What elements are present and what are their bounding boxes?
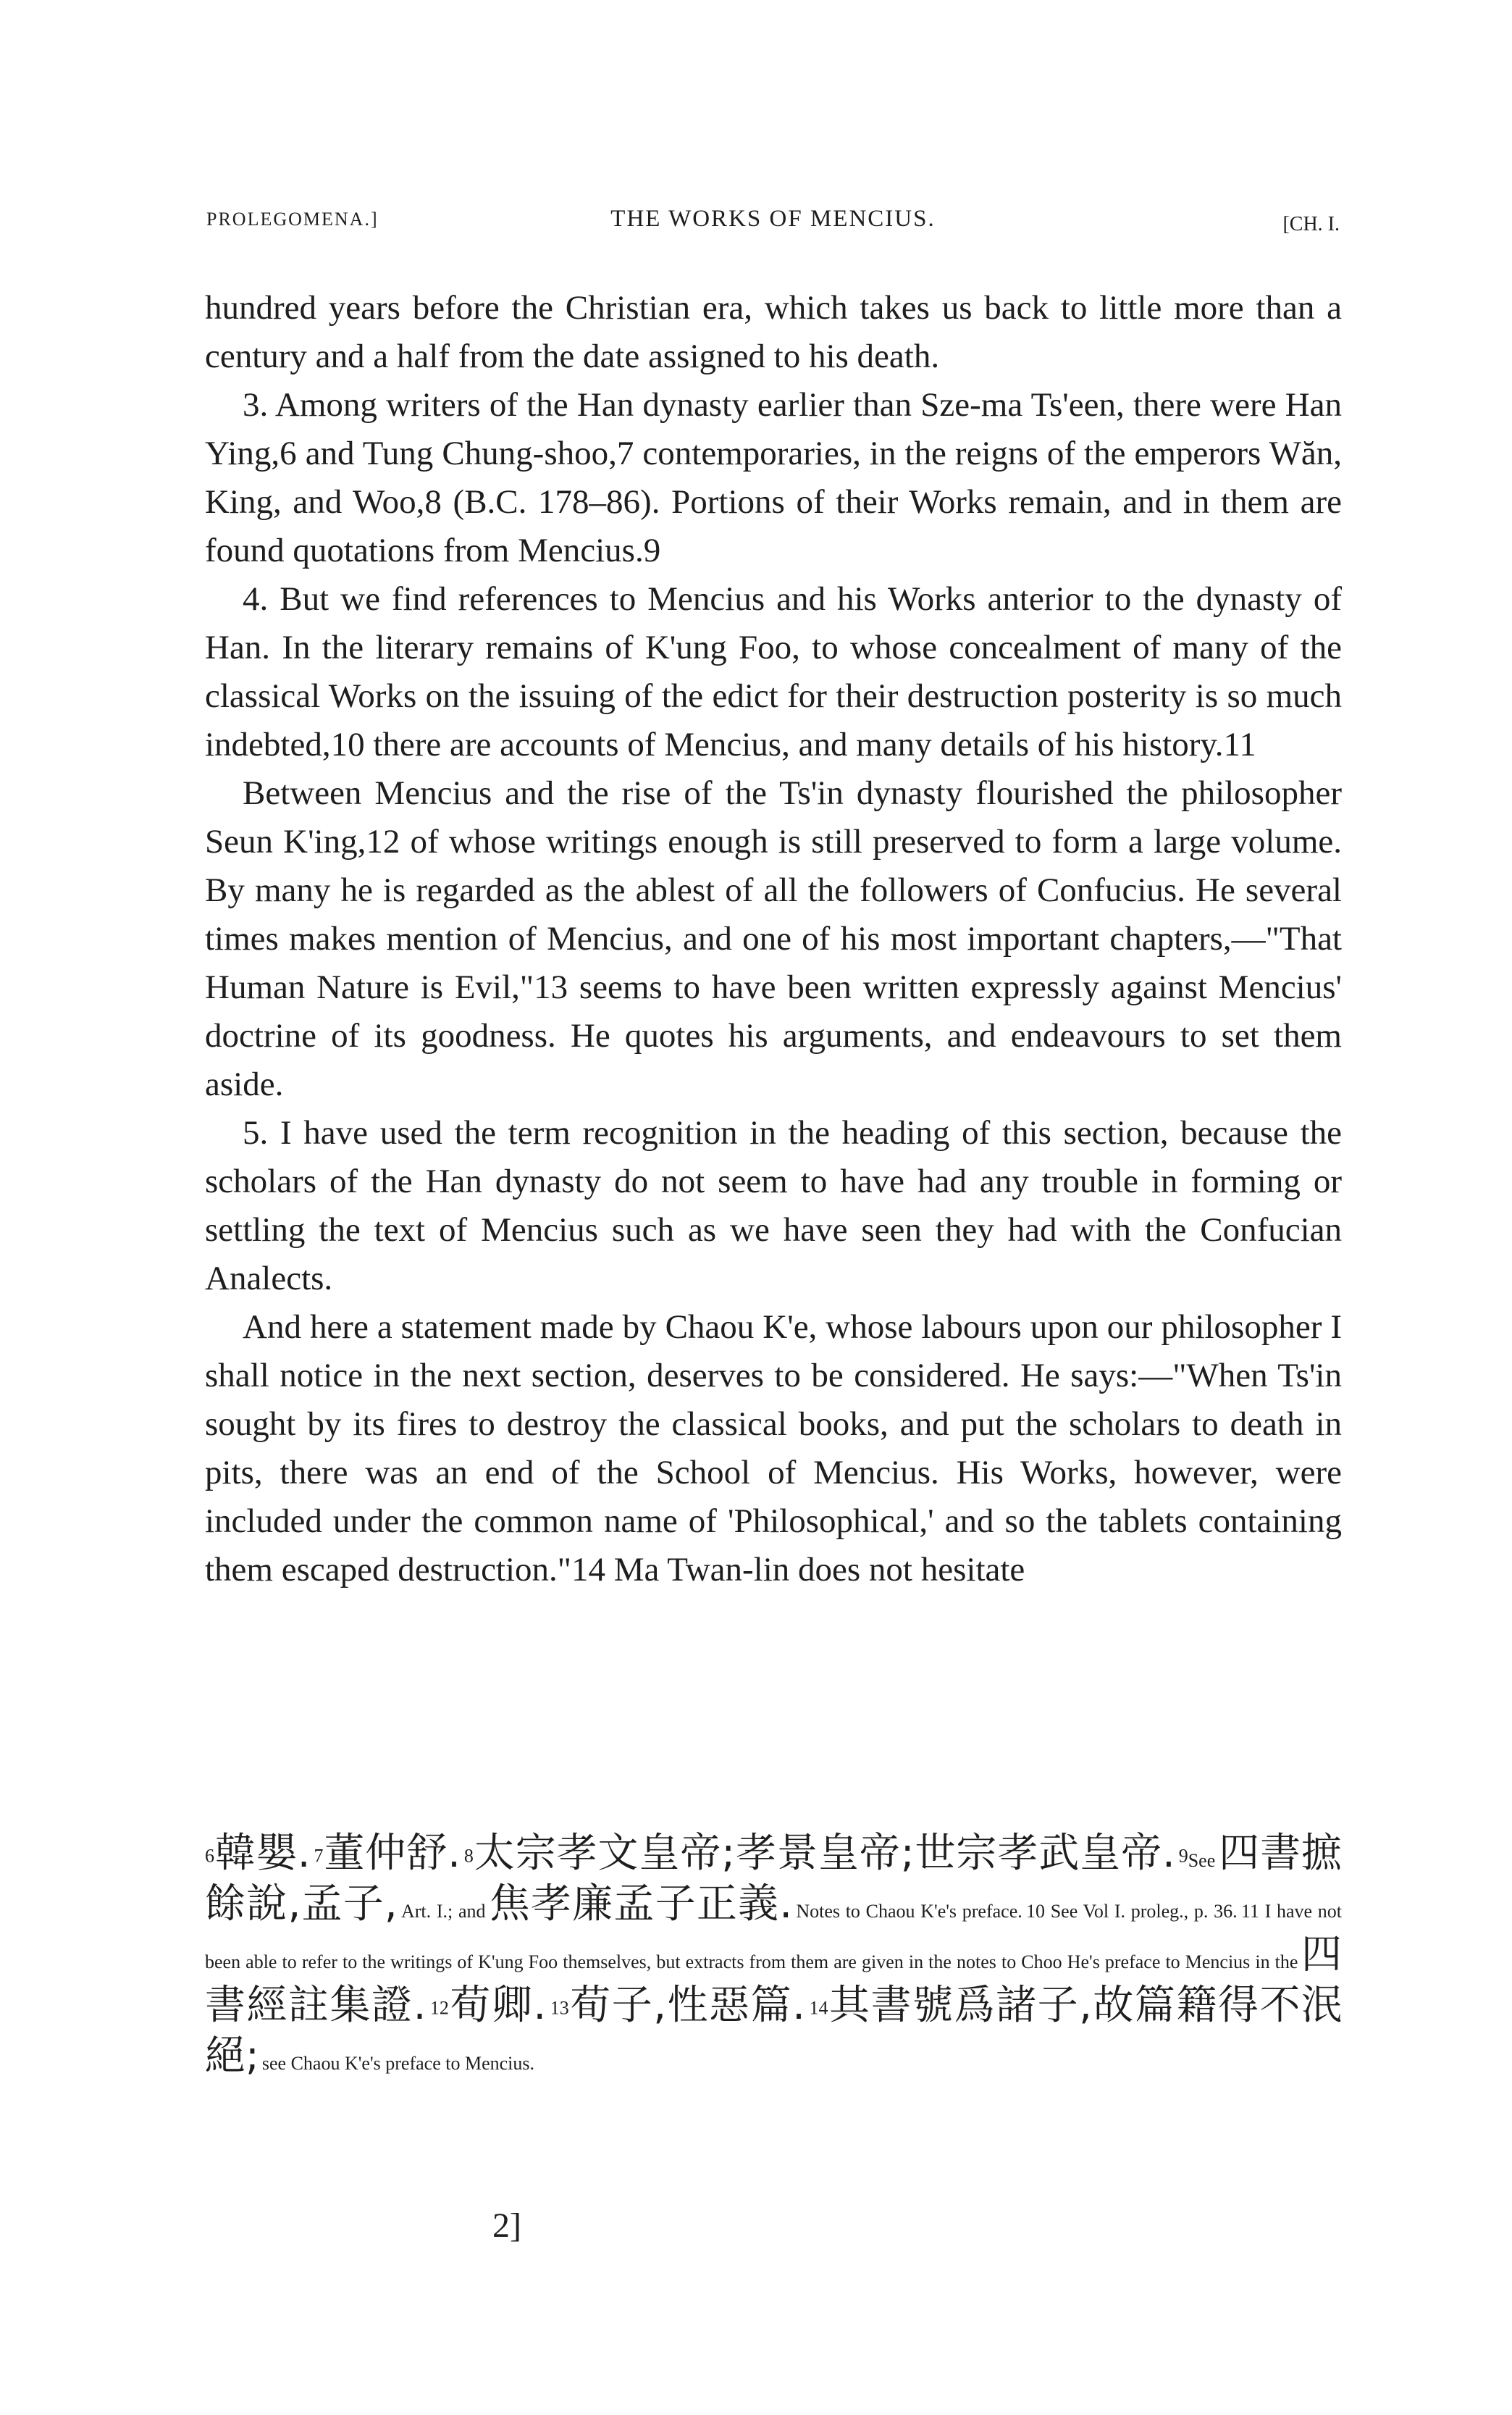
chinese-text: 荀卿. xyxy=(448,1982,547,2029)
footnote-number: 7 xyxy=(314,1845,324,1867)
footnote-number: 9 xyxy=(1178,1845,1188,1867)
footnotes xyxy=(205,1828,1342,2082)
footnote-text: See xyxy=(1188,1850,1216,1871)
footnote-number: 8 xyxy=(463,1845,474,1867)
header-left: PROLEGOMENA.] xyxy=(206,209,379,230)
footnote-text: 11 I have not been able to refer to the writings of K'ung Foo themselves, but extracts from them are given in the notes to Choo He's preface to Mencius in the xyxy=(205,1901,1343,1972)
paragraph: 4. But we find references to Mencius and his Works anterior to the dynasty of Han. In the literary remains of K'ung Foo, to whose concealment of many of the classical Works on the issuing of the edict for their destruction posterity is so much indebted,10 there are accounts of Mencius, and many details of his history.11 xyxy=(205,580,1342,763)
paragraph: And here a statement made by Chaou K'e, whose labours upon our philosopher I shall notice in the next section, deserves to be considered. He says:—"When Ts'in sought by its fires to destroy the classical books, and put the scholars to death in pits, there was an end of the School of Mencius. His Works, however, were included under the common name of 'Philosophical,' and so the tablets containing them escaped destruction."14 Ma Twan-lin does not hesitate xyxy=(205,1308,1342,1589)
header-title: THE WORKS OF MENCIUS. xyxy=(610,206,936,232)
footnote-number: 6 xyxy=(205,1845,214,1867)
footnote-block-1 xyxy=(205,1828,1342,2082)
chinese-text: 其書號爲諸子,故篇籍得不泯絕; xyxy=(205,1982,1342,2080)
paragraph: hundred years before the Christian era, which takes us back to little more than a century and a half from the date assigned to his death. xyxy=(205,289,1342,375)
footnote-text: see Chaou K'e's preface to Mencius. xyxy=(261,2053,534,2074)
chinese-text: 荀子,性惡篇. xyxy=(568,1982,805,2029)
chinese-text: 四書經註集證. xyxy=(205,1931,1342,2029)
chinese-text: 焦孝廉孟子正義. xyxy=(489,1880,793,1928)
paragraph: 3. Among writers of the Han dynasty earlier than Sze-ma Ts'een, there were Han Ying,6 and Tung Chung-shoo,7 contemporaries, in the reigns of the emperors Wăn, King, and Woo,8 (B.C. 178–86). Portions of their Works remain, and in them are found quotations from Mencius.9 xyxy=(205,386,1342,569)
paragraph: Between Mencius and the rise of the Ts'in dynasty flourished the philosopher Seun K'ing,12 of whose writings enough is still preserved to form a large volume. By many he is regarded as the ablest of all the followers of Confucius. He several times makes mention of Mencius, and one of his most important chapters,—"That Human Nature is Evil,"13 seems to have been written expressly against Mencius' doctrine of its goodness. He quotes his arguments, and endeavours to set them aside. xyxy=(205,774,1342,1103)
paragraph: 5. I have used the term recognition in the heading of this section, because the scholars of the Han dynasty do not seem to have had any trouble in forming or settling the text of Mencius such as we have seen they had with the Confucian Analects. xyxy=(205,1114,1342,1297)
page-number: 2] xyxy=(492,2206,521,2245)
chinese-text: 四書摭餘說,孟子, xyxy=(205,1830,1343,1928)
footnote-text: Notes to Chaou K'e's preface. xyxy=(796,1901,1022,1922)
chinese-text: 董仲舒. xyxy=(323,1830,461,1877)
body-text xyxy=(205,284,1342,1594)
running-header xyxy=(206,203,1340,246)
chinese-text: 太宗孝文皇帝;孝景皇帝;世宗孝武皇帝. xyxy=(473,1830,1175,1877)
footnote-number: 12 xyxy=(429,1997,449,2019)
footnote-text: Art. I.; and xyxy=(400,1901,486,1922)
footnote-number: 13 xyxy=(550,1997,569,2019)
header-right: [CH. I. xyxy=(1282,213,1340,235)
chinese-text: 韓嬰. xyxy=(214,1830,311,1877)
footnote-number: 14 xyxy=(809,1997,828,2019)
footnote-text: 10 See Vol I. proleg., p. 36. xyxy=(1025,1901,1238,1922)
